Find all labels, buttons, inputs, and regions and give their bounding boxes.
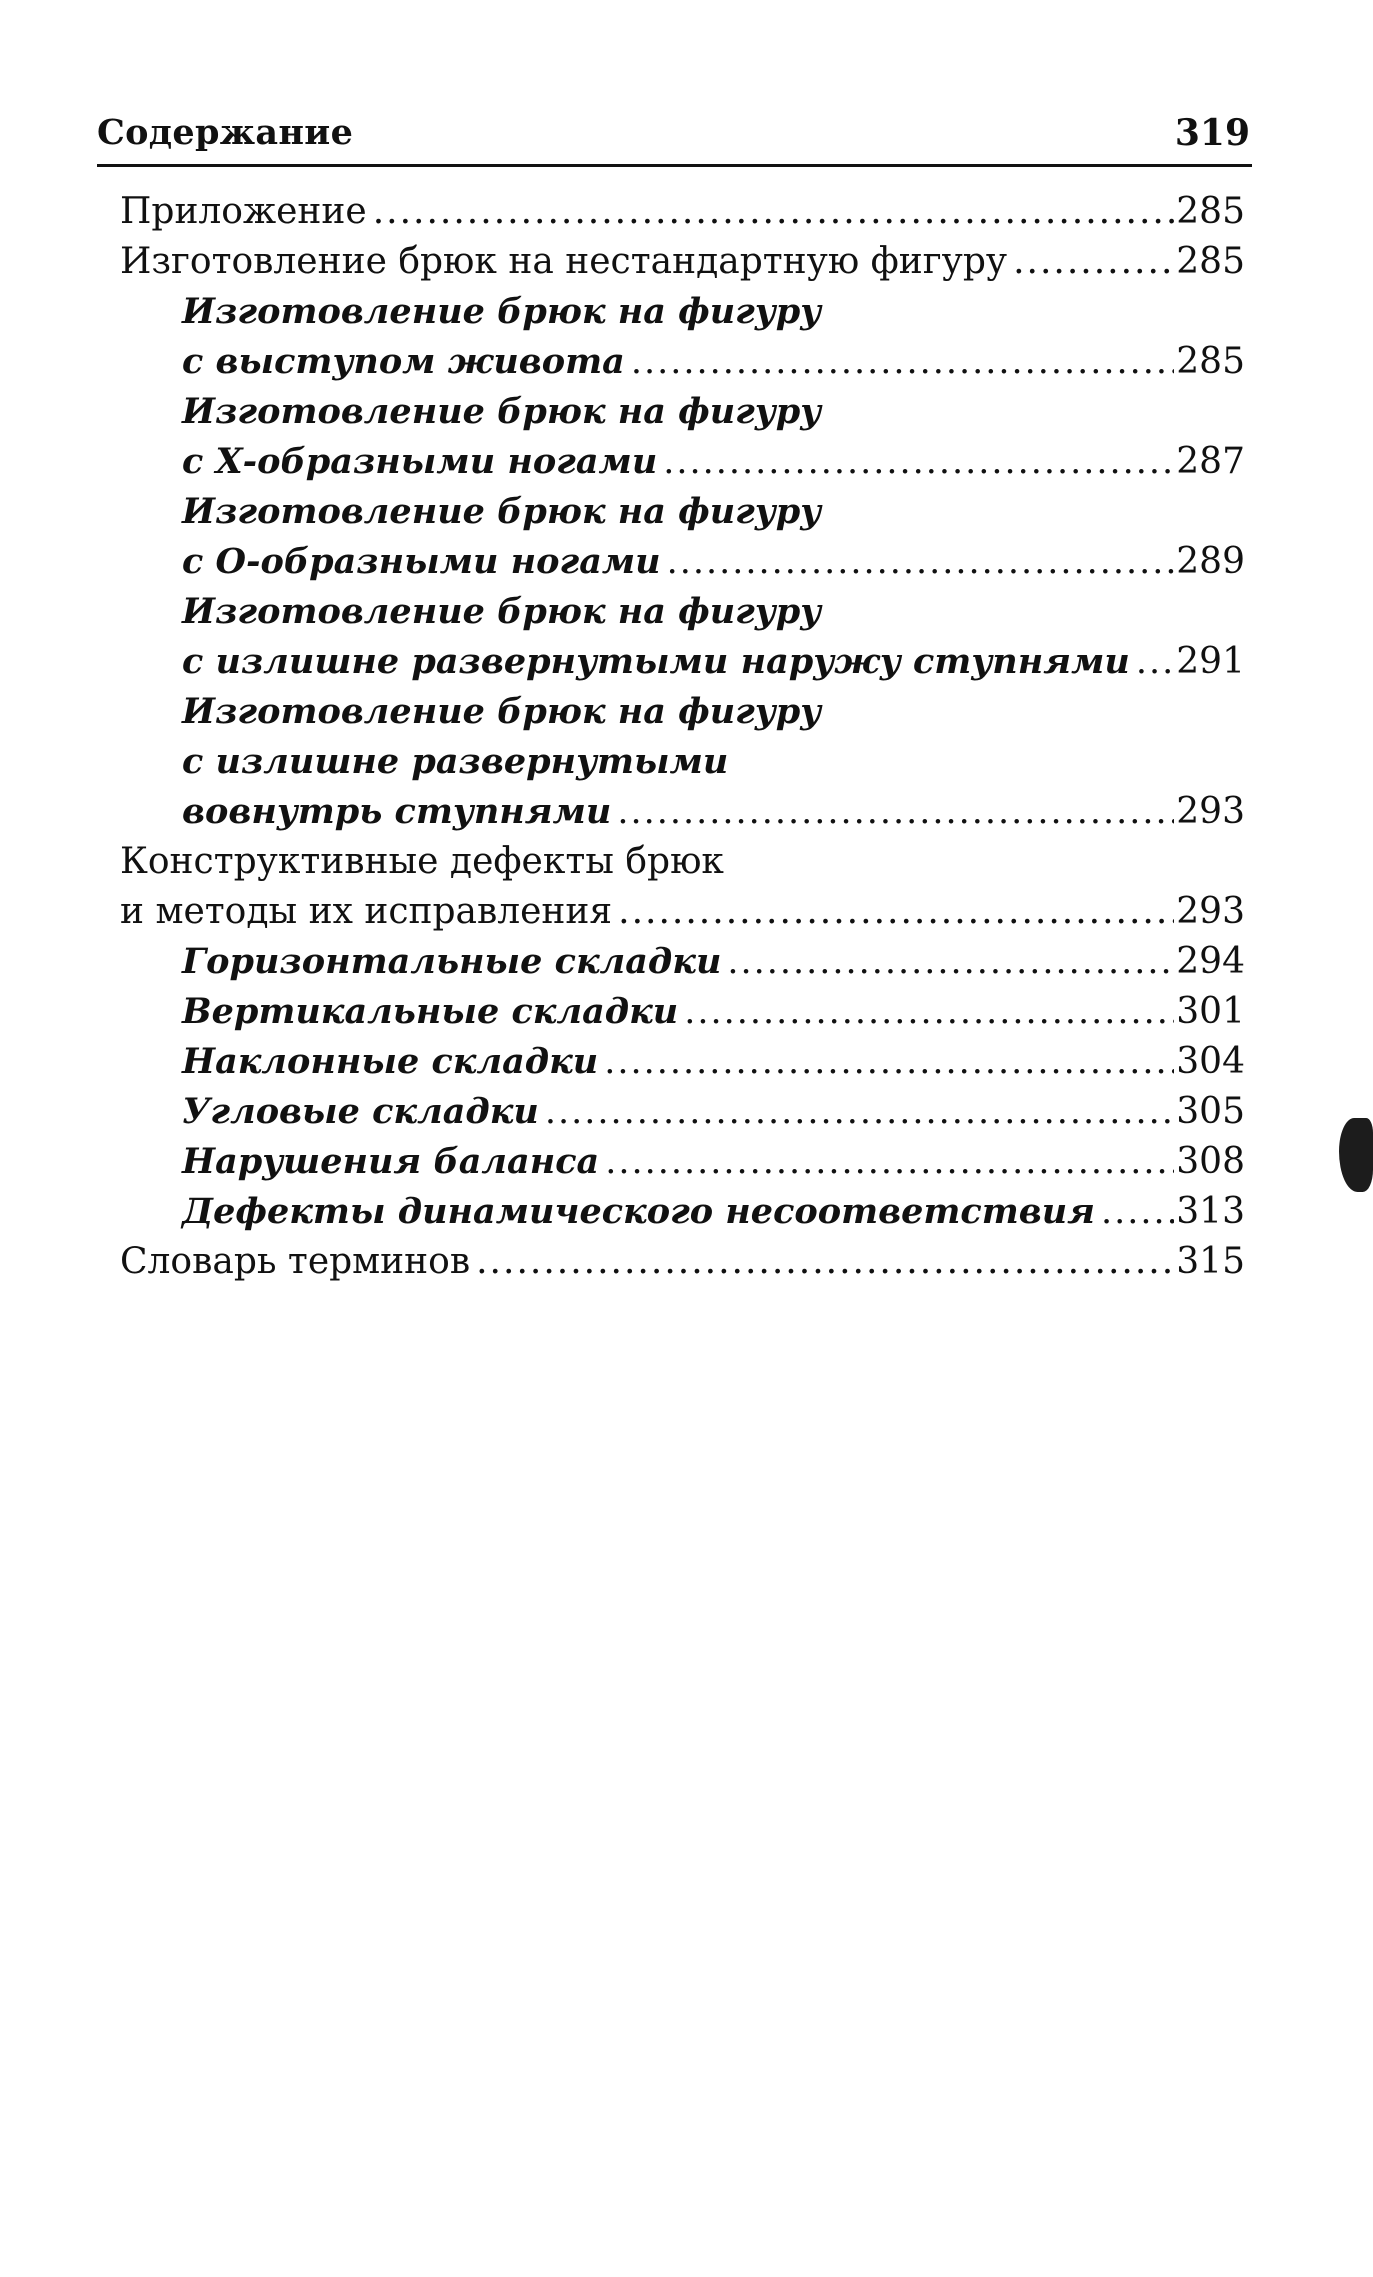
- toc-page-number: 313: [1176, 1191, 1245, 1232]
- toc-page-number: 291: [1176, 641, 1245, 682]
- toc-subentry: [120, 1187, 1245, 1237]
- dot-leader: [604, 1037, 1174, 1087]
- toc-page-number: 285: [1176, 191, 1245, 232]
- toc-entry-title: Угловые складки: [182, 1091, 539, 1132]
- dot-leader: [667, 537, 1175, 587]
- toc-entry-title: Изготовление брюк на нестандартную фигуру: [120, 241, 1008, 282]
- toc-entry: [120, 1237, 1245, 1287]
- toc-subentry: [120, 287, 1245, 387]
- toc-entry: [120, 837, 1245, 937]
- toc-subentry: [120, 587, 1245, 687]
- toc-entry-title: Конструктивные дефекты брюк: [120, 841, 724, 882]
- toc-entry-title-cont: с Х-образными ногами: [182, 441, 658, 482]
- toc-entry-title: Приложение: [120, 191, 367, 232]
- toc-page-number: 304: [1176, 1041, 1245, 1082]
- dot-leader: [684, 987, 1174, 1037]
- toc-entry-title: Изготовление брюк на фигуру: [182, 691, 822, 732]
- toc-entry-title: Нарушения баланса: [182, 1141, 600, 1182]
- dot-leader: [1136, 637, 1174, 687]
- toc-subentry: [120, 1087, 1245, 1137]
- toc-entry-title: Изготовление брюк на фигуру: [182, 491, 822, 532]
- dot-leader: [618, 887, 1174, 937]
- toc-entry-title: Изготовление брюк на фигуру: [182, 391, 822, 432]
- toc-entry-title: Словарь терминов: [120, 1241, 471, 1282]
- toc-page-number: 308: [1176, 1141, 1245, 1182]
- toc-page-number: 289: [1176, 541, 1245, 582]
- dot-leader: [373, 187, 1175, 237]
- toc-page-number: 294: [1176, 941, 1245, 982]
- header-page-number: 319: [1174, 112, 1250, 154]
- scan-ink-blot: [1339, 1118, 1373, 1192]
- toc-entry: [120, 237, 1245, 287]
- toc-entry-title: Вертикальные складки: [182, 991, 679, 1032]
- toc-entry-title: Дефекты динамического несоответствия: [182, 1191, 1096, 1232]
- toc-page-number: 293: [1176, 791, 1245, 832]
- toc-subentry: [120, 387, 1245, 487]
- toc-page-number: 315: [1176, 1241, 1245, 1282]
- dot-leader: [545, 1087, 1174, 1137]
- toc-entry-title-cont: вовнутрь ступнями: [182, 791, 612, 832]
- toc-entry-title-cont: с излишне развернутыми: [182, 741, 729, 782]
- toc-entry-title: Горизонтальные складки: [182, 941, 722, 982]
- toc-entry: [120, 187, 1245, 237]
- toc-subentry: [120, 937, 1245, 987]
- toc-page-number: 305: [1176, 1091, 1245, 1132]
- toc-page-number: 293: [1176, 891, 1245, 932]
- dot-leader: [727, 937, 1174, 987]
- toc-entry-title-cont: и методы их исправления: [120, 891, 613, 932]
- toc-entry-title: Изготовление брюк на фигуру: [182, 291, 822, 332]
- toc-entry-title: Изготовление брюк на фигуру: [182, 591, 822, 632]
- dot-leader: [1101, 1187, 1174, 1237]
- toc-page-number: 301: [1176, 991, 1245, 1032]
- dot-leader: [631, 337, 1174, 387]
- dot-leader: [605, 1137, 1174, 1187]
- dot-leader: [617, 787, 1174, 837]
- toc-subentry: [120, 987, 1245, 1037]
- toc-page-number: 287: [1176, 441, 1245, 482]
- toc-page-number: 285: [1176, 241, 1245, 282]
- toc-page-number: 285: [1176, 341, 1245, 382]
- toc-subentry: [120, 1137, 1245, 1187]
- running-header: [97, 108, 1252, 167]
- dot-leader: [476, 1237, 1174, 1287]
- toc-entry-title: Наклонные складки: [182, 1041, 599, 1082]
- toc-entry-title-cont: с выступом живота: [182, 341, 625, 382]
- toc-entry-title-cont: с О-образными ногами: [182, 541, 661, 582]
- toc-entry-title-cont: с излишне развернутыми наружу ступнями: [182, 641, 1130, 682]
- dot-leader: [1013, 237, 1174, 287]
- header-title: Содержание: [97, 112, 354, 153]
- toc-subentry: [120, 1037, 1245, 1087]
- dot-leader: [663, 437, 1174, 487]
- toc-subentry: [120, 687, 1245, 837]
- toc-subentry: [120, 487, 1245, 587]
- table-of-contents: [120, 187, 1245, 1287]
